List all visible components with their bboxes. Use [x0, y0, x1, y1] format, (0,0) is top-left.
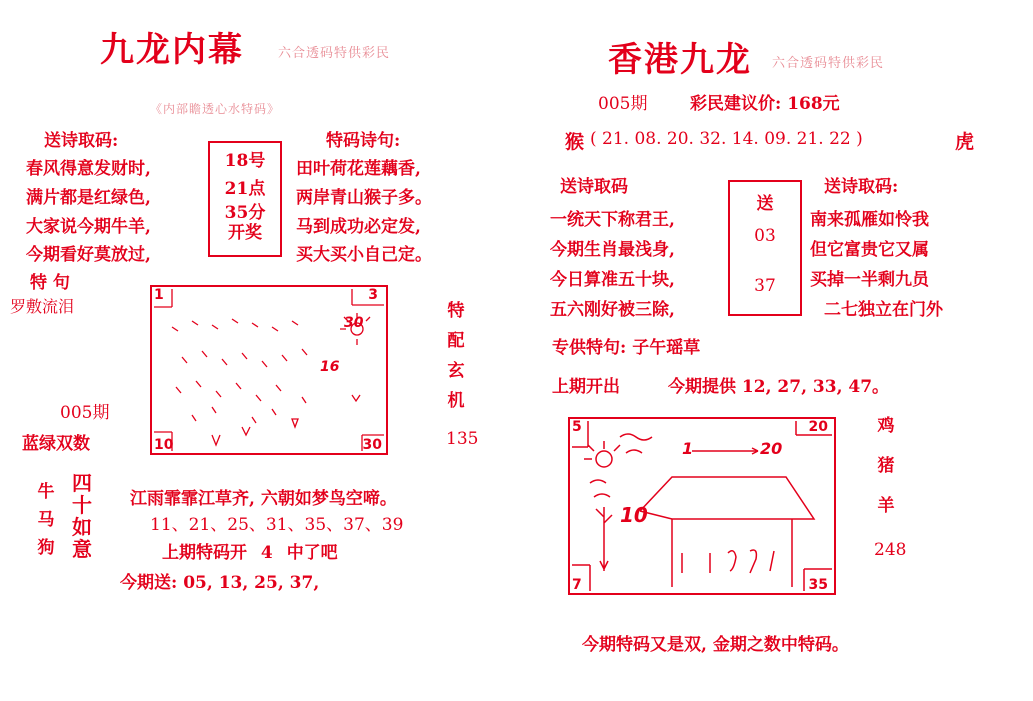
corner-number: 10	[154, 437, 174, 453]
animal: 牛	[37, 482, 55, 502]
corner-number: 20	[808, 419, 828, 435]
bottom-line-4: 今期送: 05, 13, 25, 37,	[120, 573, 320, 593]
left-right-heading: 特码诗句:	[326, 131, 401, 151]
right-right-line: 买掉一半剩九员	[810, 270, 929, 290]
price-text: 彩民建议价: 168元	[690, 94, 840, 114]
vertical-text	[446, 296, 466, 416]
right-right-line: 二七独立在门外	[824, 300, 943, 320]
right-left-heading: 送诗取码	[560, 177, 628, 197]
hou-numbers: ( 21. 08. 20. 32. 14. 09. 21. 22 )	[590, 129, 863, 149]
vertical-char: 机	[447, 391, 465, 411]
bottom-line-2: 11、21、25、31、35、37、39	[150, 515, 404, 535]
sketch-number: 1	[682, 439, 694, 458]
special-line: 专供特句: 子午瑶草	[552, 338, 701, 358]
last-period-number: 4	[260, 543, 273, 563]
left-right-line: 马到成功必定发,	[296, 217, 421, 237]
corner-number: 35	[808, 577, 828, 593]
special-label: 特 句	[30, 273, 70, 293]
right-left-line: 一统天下称君王,	[550, 210, 675, 230]
left-title: 九龙内幕	[100, 30, 244, 70]
last-period-label: 上期开出	[552, 377, 620, 397]
bottom-line-3	[162, 538, 338, 563]
idiom-char: 意	[72, 537, 92, 561]
box-line: 35分	[224, 203, 266, 223]
hou-label: 猴	[565, 131, 585, 153]
box-line: 18号	[224, 151, 266, 171]
right-subtitle: 六合透码特供彩民	[772, 56, 885, 71]
box-line: 37	[754, 276, 776, 296]
right-center-box	[728, 180, 802, 316]
idiom-vertical	[70, 472, 94, 560]
vertical-char: 玄	[447, 361, 465, 381]
right-left-line: 五六刚好被三除,	[550, 300, 675, 320]
sketch-number: 10	[620, 503, 648, 527]
left-center-box	[208, 141, 282, 257]
lanlv-text: 蓝绿双数	[22, 434, 90, 454]
left-picture-frame	[150, 285, 388, 455]
hu-label: 虎	[955, 131, 975, 153]
box-line: 03	[754, 226, 776, 246]
animal: 狗	[37, 538, 55, 558]
left-subtitle: 六合透码特供彩民	[278, 46, 391, 61]
provided-numbers: 今期提供 12, 27, 33, 47。	[668, 377, 890, 397]
bottom-line-1: 江雨霏霏江草齐, 六朝如梦鸟空啼。	[130, 489, 397, 509]
corner-number: 1	[154, 287, 164, 303]
hit-text: 中了吧	[286, 543, 338, 563]
side-number: 248	[874, 540, 907, 560]
right-left-line: 今日算准五十块,	[550, 270, 675, 290]
vertical-char: 配	[447, 331, 465, 351]
right-bottom-text: 今期特码又是双, 金期之数中特码。	[582, 635, 849, 655]
house-sketch	[570, 419, 834, 593]
left-poem-line: 今期看好莫放过,	[26, 245, 151, 265]
box-line: 21点	[224, 179, 266, 199]
right-title: 香港九龙	[608, 40, 752, 80]
idiom-char: 如	[72, 515, 92, 539]
right-left-line: 今期生肖最浅身,	[550, 240, 675, 260]
animal-list	[36, 478, 56, 562]
num-135: 135	[446, 429, 479, 449]
sketch-number: 30	[344, 315, 364, 331]
corner-number: 7	[572, 577, 582, 593]
special-text: 罗敷流泪	[10, 297, 75, 316]
last-period-text: 上期特码开	[162, 543, 247, 563]
left-poem-line: 满片都是红绿色,	[26, 188, 151, 208]
left-poem-heading: 送诗取码:	[44, 131, 119, 151]
left-right-line: 田叶荷花莲藕香,	[296, 159, 421, 179]
animal: 鸡	[877, 416, 895, 436]
corner-number: 3	[368, 287, 378, 303]
right-period: 005期	[598, 94, 648, 114]
left-period: 005期	[60, 403, 110, 423]
animal: 马	[37, 510, 55, 530]
box-line: 送	[756, 194, 774, 214]
sketch-number: 20	[760, 439, 783, 458]
corner-number: 5	[572, 419, 582, 435]
left-right-line: 两岸青山猴子多。	[296, 188, 432, 208]
right-picture-frame	[568, 417, 836, 595]
right-right-line: 南来孤雁如怜我	[810, 210, 929, 230]
left-faint-line: 《内部瞻透心水特码》	[150, 102, 281, 116]
box-line: 开奖	[228, 223, 262, 243]
left-right-line: 买大买小自己定。	[296, 245, 432, 265]
idiom-char: 十	[72, 493, 92, 517]
corner-number: 30	[362, 437, 382, 453]
left-poem-line: 大家说今期牛羊,	[26, 217, 151, 237]
right-right-line: 但它富贵它又属	[810, 240, 929, 260]
animal: 猪	[877, 456, 895, 476]
idiom-char: 四	[72, 471, 92, 495]
rain-sketch	[152, 287, 386, 453]
side-animals	[876, 406, 896, 526]
animal: 羊	[877, 496, 895, 516]
vertical-char: 特	[447, 301, 465, 321]
sketch-number: 16	[320, 359, 340, 375]
left-poem-line: 春风得意发财时,	[26, 159, 151, 179]
right-right-heading: 送诗取码:	[824, 177, 899, 197]
